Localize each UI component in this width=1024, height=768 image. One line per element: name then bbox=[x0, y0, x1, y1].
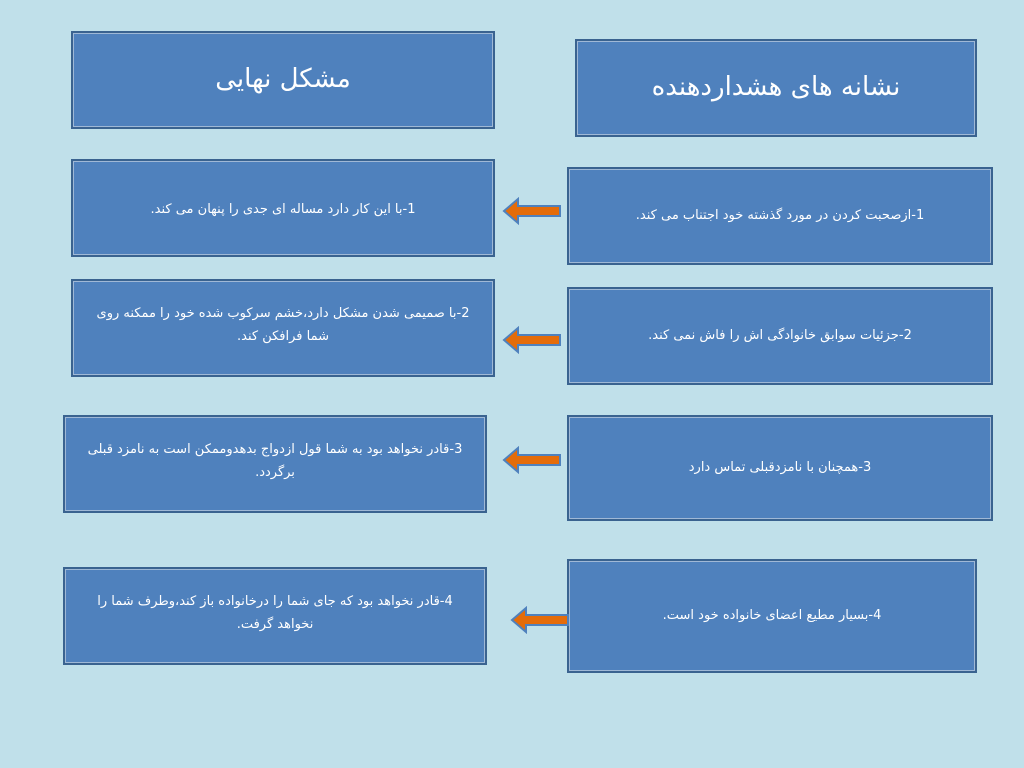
warning-signs-header bbox=[575, 39, 977, 137]
warning-sign-box-4 bbox=[567, 559, 977, 673]
final-problem-header bbox=[71, 31, 495, 129]
warning-sign-box-1 bbox=[567, 167, 993, 265]
warning-sign-text-2: 2-جزئیات سوابق خانوادگی اش را فاش نمی کند. bbox=[648, 327, 912, 343]
left-arrow-icon-4 bbox=[510, 606, 570, 634]
warning-sign-box-3 bbox=[567, 415, 993, 521]
left-arrow-icon-1 bbox=[502, 197, 562, 225]
warning-sign-text-1: 1-ازصحبت کردن در مورد گذشته خود اجتناب می کند. bbox=[635, 207, 925, 223]
left-arrow-icon-2 bbox=[502, 326, 562, 354]
final-problem-box-1 bbox=[71, 159, 495, 257]
final-problem-text-4: 4-قادر نخواهد بود که جای شما را درخانواده باز کند،وطرف شما را نخواهد گرفت. bbox=[97, 594, 453, 632]
warning-sign-box-2 bbox=[567, 287, 993, 385]
warning-sign-text-4: 4-بسیار مطیع اعضای خانواده خود است. bbox=[662, 607, 882, 623]
final-problem-text-1: 1-با این کار دارد مساله ای جدی را پنهان می کند. bbox=[150, 202, 416, 217]
final-problem-box-2 bbox=[71, 279, 495, 377]
final-problem-text-2: 2-با صمیمی شدن مشکل دارد،خشم سرکوب شده خود را ممکنه روی شما فرافکن کند. bbox=[96, 306, 470, 344]
final-problem-text-3: 3-قادر نخواهد بود به شما قول ازدواج بدهدوممکن است به نامزد قبلی برگردد. bbox=[87, 442, 463, 480]
warning-sign-text-3: 3-همچنان با نامزدقبلی تماس دارد bbox=[688, 459, 872, 475]
final-problem-box-4 bbox=[63, 567, 487, 665]
final-problem-box-3 bbox=[63, 415, 487, 513]
warning-signs-header-text: نشانه های هشداردهنده bbox=[651, 72, 901, 103]
final-problem-header-text: مشکل نهایی bbox=[215, 64, 351, 95]
left-arrow-icon-3 bbox=[502, 446, 562, 474]
